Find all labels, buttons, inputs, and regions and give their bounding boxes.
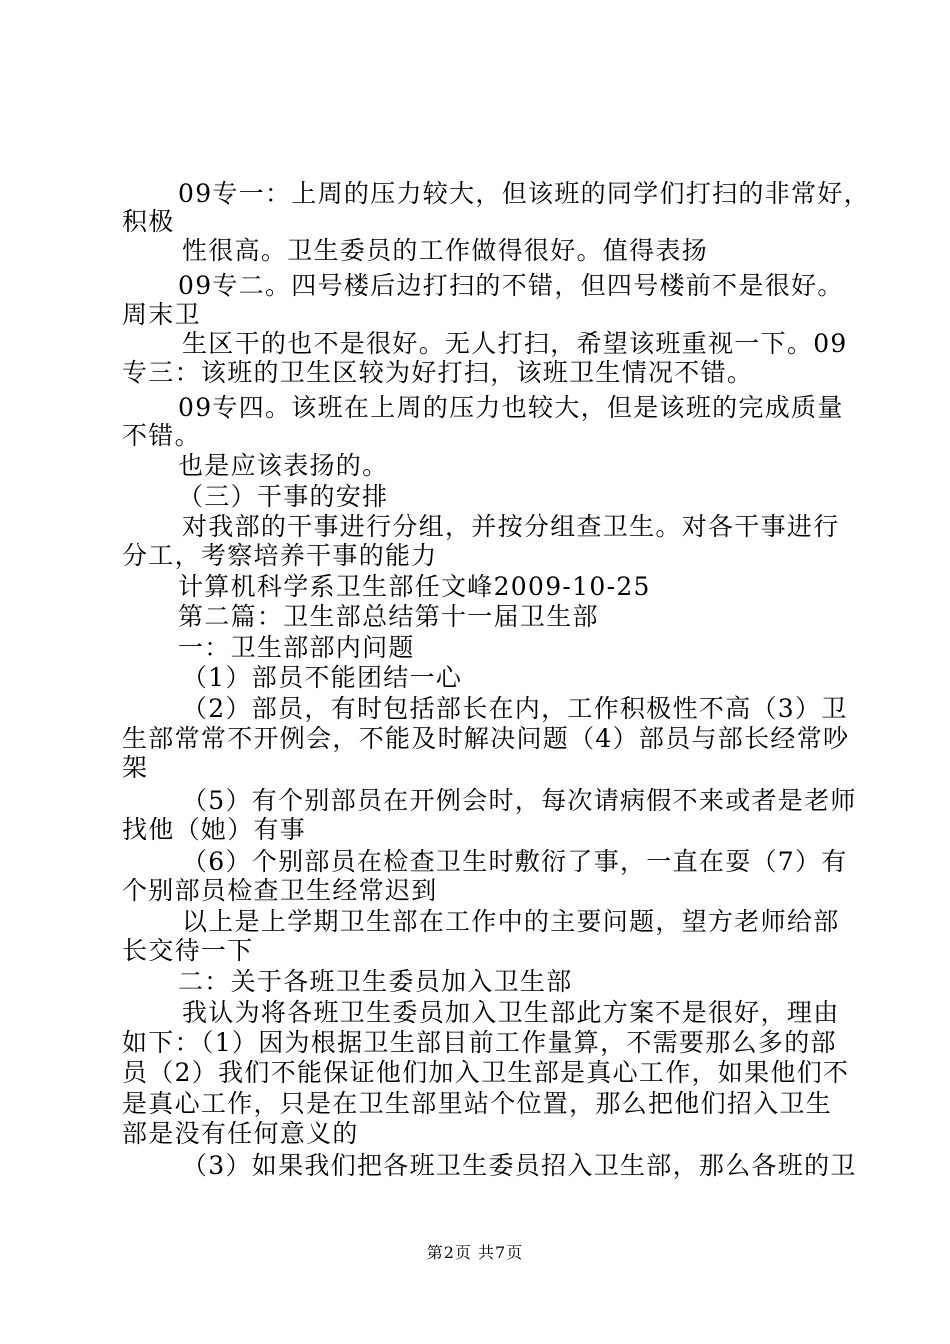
text-line: 周末卫 bbox=[122, 300, 201, 329]
text-line: 09专二。四号楼后边打扫的不错，但四号楼前不是很好。 bbox=[178, 271, 844, 300]
text-line: 专三：该班的卫生区较为好打扫，该班卫生情况不错。 bbox=[122, 358, 754, 387]
text-line: 员（2）我们不能保证他们加入卫生部是真心工作，如果他们不 bbox=[122, 1058, 850, 1087]
text-line: 架 bbox=[122, 753, 149, 782]
text-line: （1）部员不能团结一心 bbox=[182, 663, 463, 692]
text-line: 对我部的干事进行分组，并按分组查卫生。对各干事进行 bbox=[182, 512, 840, 541]
text-line: 不错。 bbox=[122, 421, 201, 450]
text-line: 09专一：上周的压力较大，但该班的同学们打扫的非常好， bbox=[178, 179, 870, 208]
text-line: 长交待一下 bbox=[122, 936, 254, 965]
text-line: 性很高。卫生委员的工作做得很好。值得表扬 bbox=[182, 236, 709, 265]
text-line: 分工，考察培养干事的能力 bbox=[122, 541, 438, 570]
text-line: 生区干的也不是很好。无人打扫，希望该班重视一下。09 bbox=[182, 329, 848, 358]
text-line: 也是应该表扬的。 bbox=[178, 451, 389, 480]
text-line: 积极 bbox=[122, 207, 175, 236]
text-line: 是真心工作，只是在卫生部里站个位置，那么把他们招入卫生 bbox=[122, 1089, 833, 1118]
text-line: 09专四。该班在上周的压力也较大，但是该班的完成质量 bbox=[178, 393, 844, 422]
text-line: 二：关于各班卫生委员加入卫生部 bbox=[178, 967, 573, 996]
text-line: （2）部员，有时包括部长在内，工作积极性不高（3）卫 bbox=[182, 694, 848, 723]
text-line: （6）个别部员在检查卫生时敷衍了事，一直在耍（7）有 bbox=[182, 847, 848, 876]
text-line: 部是没有任何意义的 bbox=[122, 1119, 359, 1148]
text-line: 我认为将各班卫生委员加入卫生部此方案不是很好，理由 bbox=[182, 998, 840, 1027]
text-line: 以上是上学期卫生部在工作中的主要问题，望方老师给部 bbox=[182, 907, 840, 936]
text-line: 找他（她）有事 bbox=[122, 815, 307, 844]
text-line: （5）有个别部员在开例会时，每次请病假不来或者是老师 bbox=[182, 786, 857, 815]
text-line: 一：卫生部部内问题 bbox=[178, 633, 415, 662]
text-line: 如下：（1）因为根据卫生部目前工作量算，不需要那么多的部 bbox=[122, 1028, 837, 1057]
text-line: （3）如果我们把各班卫生委员招入卫生部，那么各班的卫 bbox=[182, 1151, 857, 1180]
text-line: 第二篇：卫生部总结第十一届卫生部 bbox=[178, 602, 599, 631]
text-line: 个别部员检查卫生经常迟到 bbox=[122, 876, 438, 905]
page-number-footer: 第2页 共7页 bbox=[426, 1243, 524, 1262]
text-line: （三）干事的安排 bbox=[178, 482, 389, 511]
text-line: 计算机科学系卫生部任文峰2009-10-25 bbox=[178, 572, 651, 601]
text-line: 生部常常不开例会，不能及时解决问题（4）部员与部长经常吵 bbox=[122, 724, 850, 753]
